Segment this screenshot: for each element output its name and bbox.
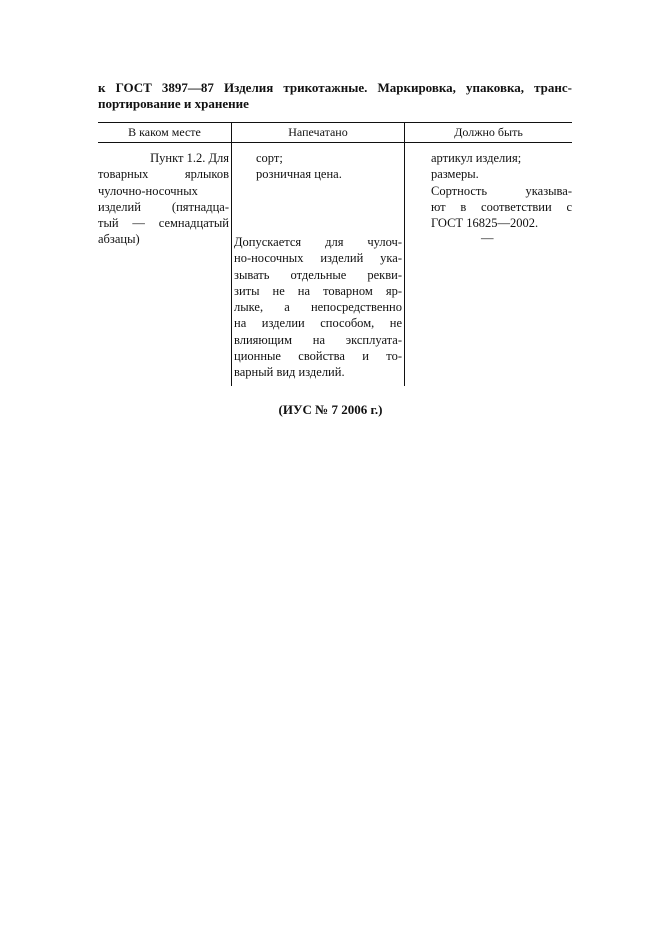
- cell-printed-line: варный вид изделий.: [234, 365, 345, 380]
- cell-should-line: ГОСТ 16825—2002.: [431, 216, 539, 231]
- footer-text: (ИУС № 7 2006 г.): [278, 402, 383, 417]
- cell-where: [98, 150, 229, 248]
- cell-printed-line: зывать отдельные рекви-: [234, 267, 402, 282]
- cell-should-line: ют в соответствии с: [431, 199, 572, 214]
- cell-printed-line: розничная цена.: [256, 167, 342, 182]
- cell-where-line: тый — семнадцатый: [98, 216, 229, 231]
- cell-printed-line: ционные свойства и то-: [234, 349, 402, 364]
- column-divider-1: [231, 122, 232, 386]
- cell-should-line: артикул изделия;: [431, 151, 522, 165]
- cell-printed-line: зиты не на товарном яр-: [234, 283, 402, 298]
- title-line-1: к ГОСТ 3897—87 Изделия трикотажные. Маркировка, упаковка, транс-: [98, 80, 572, 95]
- cell-printed-line: Допускается для чулоч-: [234, 235, 402, 249]
- table-header-rule: [98, 142, 572, 143]
- cell-printed-2: [234, 234, 402, 381]
- column-header-where: В каком месте: [128, 125, 201, 139]
- cell-printed-line: сорт;: [256, 151, 283, 165]
- cell-should-be-1: [431, 150, 572, 231]
- cell-printed-line: но-носочных изделий ука-: [234, 251, 402, 266]
- cell-should-line: размеры.: [431, 167, 479, 182]
- cell-should-line: Сортность указыва-: [431, 183, 572, 198]
- cell-printed-line: лыке, а непосредственно: [234, 300, 402, 315]
- cell-where-line: изделий (пятнадца-: [98, 199, 229, 214]
- cell-where-line: Пункт 1.2. Для: [150, 151, 229, 165]
- footer-reference: [0, 402, 661, 418]
- column-header-should-be: Должно быть: [454, 125, 523, 139]
- cell-printed-1: [256, 150, 402, 183]
- cell-printed-line: на изделии способом, не: [234, 316, 402, 331]
- cell-where-line: абзацы): [98, 232, 140, 247]
- document-title: [98, 80, 572, 112]
- cell-where-line: чулочно-носочных: [98, 183, 198, 198]
- title-line-2: портирование и хранение: [98, 96, 249, 111]
- column-header-printed: Напечатано: [288, 125, 348, 139]
- column-divider-2: [404, 122, 405, 386]
- amendment-table: [98, 122, 572, 386]
- cell-where-line: товарных ярлыков: [98, 167, 229, 182]
- cell-printed-line: влияющим на эксплуата-: [234, 332, 402, 347]
- cell-should-be-2: —: [481, 231, 494, 245]
